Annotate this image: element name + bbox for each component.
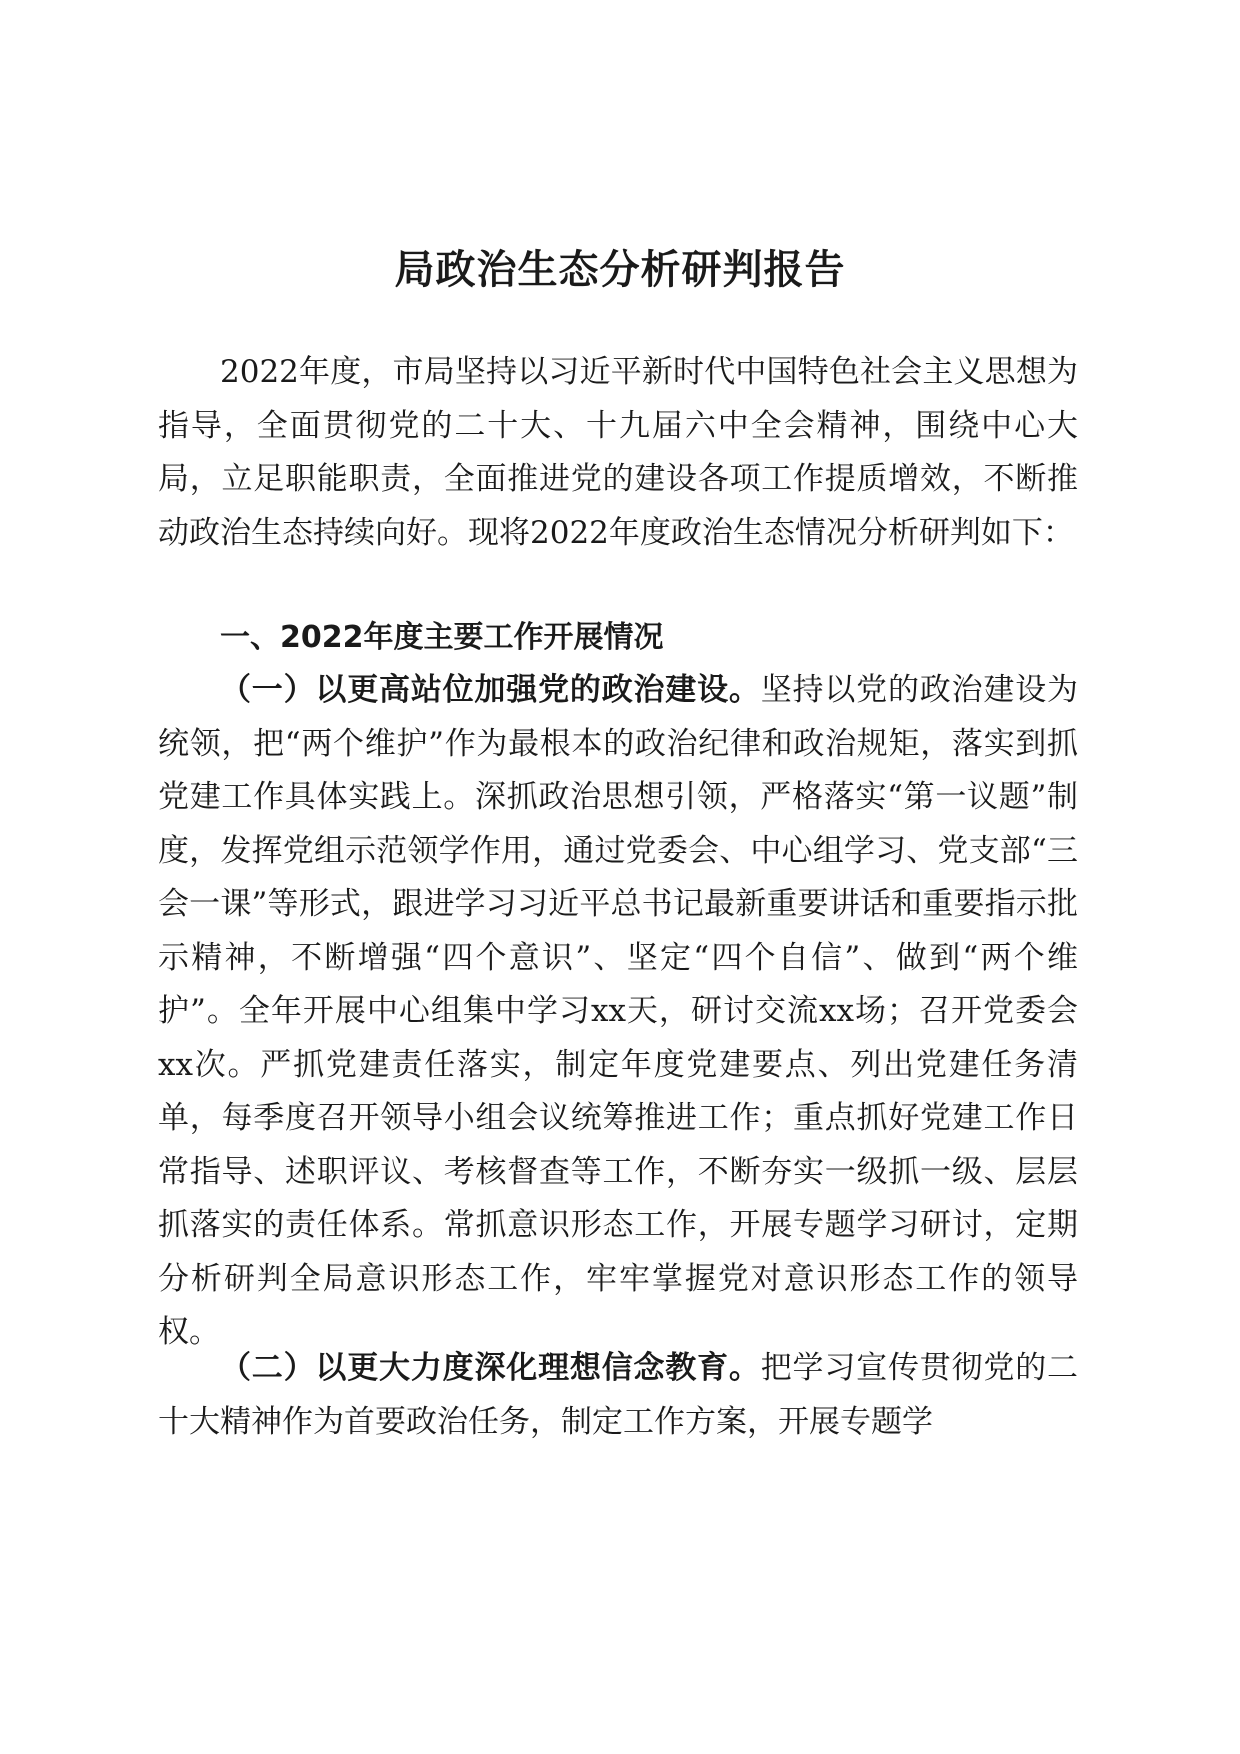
paragraph-lead-1: （一）以更高站位加强党的政治建设。 bbox=[220, 672, 761, 708]
paragraph-item-1 bbox=[158, 664, 1078, 1360]
paragraph-body-2: 把学习宣传贯彻党的二十大精神作为首要政治任务，制定工作方案，开展专题学 bbox=[158, 1350, 1079, 1440]
paragraph-body-1: 坚持以党的政治建设为统领，把“两个维护”作为最根本的政治纪律和政治规矩，落实到抓党建工作具体实践上。深抓政治思想引领，严格落实“第一议题”制度，发挥党组示范领学作用，通过党委会、中心组学习、党支部“三会一课”等形式，跟进学习习近平总书记最新重要讲话和重要指示批示精神，不断增强“四个意识”、坚定“四个自信”、做到“两个维护”。全年开展中心组集中学习xx天，研讨交流xx场；召开党委会xx次。严抓党建责任落实，制定年度党建要点、列出党建任务清单，每季度召开领导小组会议统筹推进工作；重点抓好党建工作日常指导、述职评议、考核督查等工作，不断夯实一级抓一级、层层抓落实的责任体系。常抓意识形态工作，开展专题学习研讨，定期分析研判全局意识形态工作，牢牢掌握党对意识形态工作的领导权。 bbox=[158, 672, 1079, 1350]
paragraph-lead-2: （二）以更大力度深化理想信念教育。 bbox=[220, 1350, 761, 1386]
intro-paragraph: 2022年度，市局坚持以习近平新时代中国特色社会主义思想为指导，全面贯彻党的二十大、十九届六中全会精神，围绕中心大局，立足职能职责，全面推进党的建设各项工作提质增效，不断推动政治生态持续向好。现将2022年度政治生态情况分析研判如下： bbox=[158, 354, 1078, 551]
paragraph-item-2 bbox=[158, 1342, 1078, 1449]
document-title: 局政治生态分析研判报告 bbox=[394, 247, 846, 293]
section-heading: 一、2022年度主要工作开展情况 bbox=[220, 620, 664, 655]
